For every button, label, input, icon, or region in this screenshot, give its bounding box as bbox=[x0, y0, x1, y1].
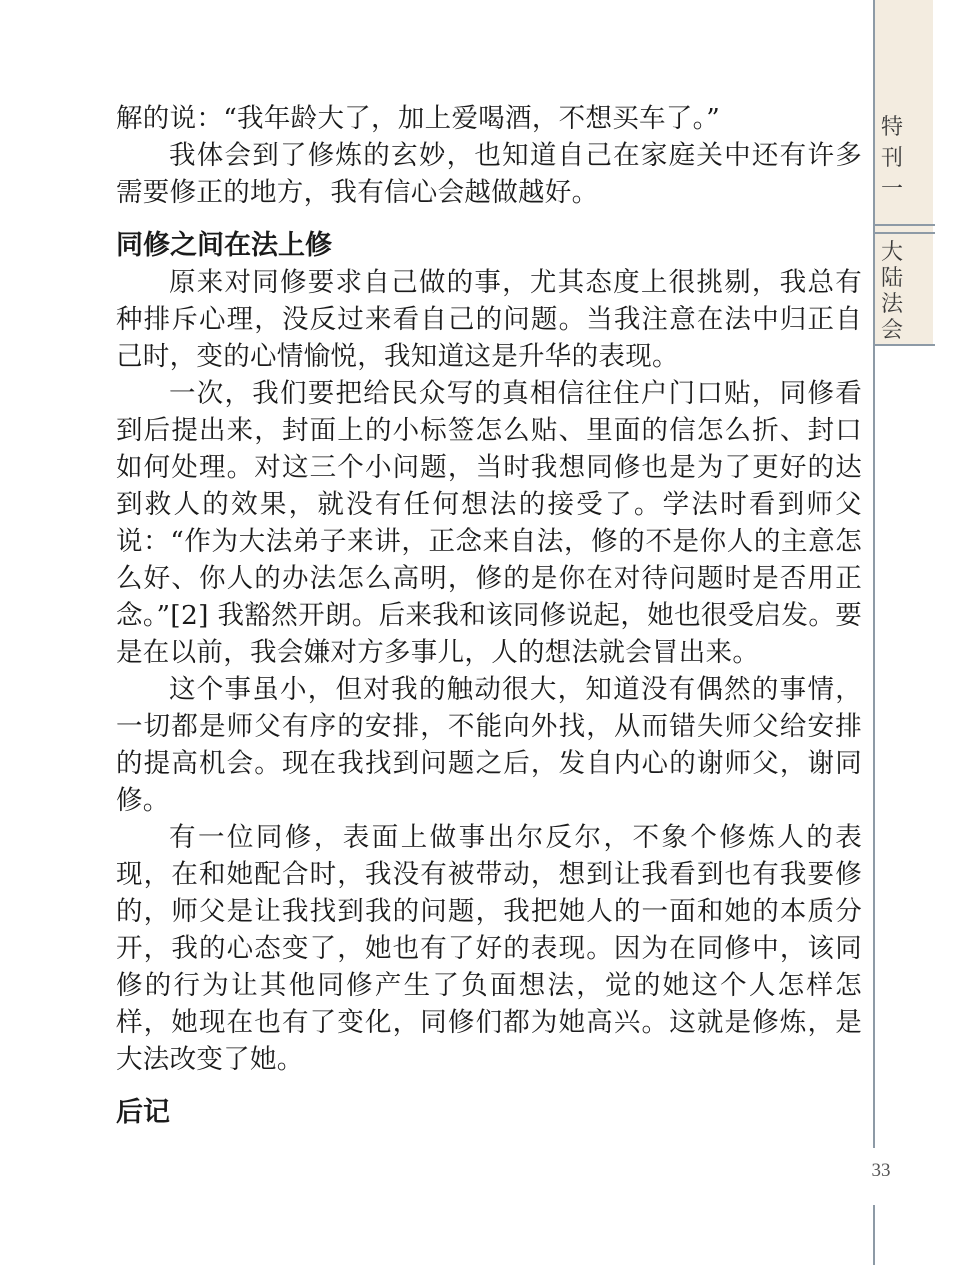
paragraph: 这个事虽小，但对我的触动很大，知道没有偶然的事情，一切都是师父有序的安排，不能向外找，从而错失师父给安排的提高机会。现在我找到问题之后，发自内心的谢师父，谢同修。 bbox=[116, 674, 862, 816]
tab-char: 一 bbox=[880, 177, 903, 202]
tab-divider bbox=[875, 344, 935, 346]
tab-char: 特 bbox=[880, 115, 903, 140]
tab-char: 刊 bbox=[880, 146, 903, 171]
article-body bbox=[116, 100, 862, 1131]
paragraph: 原来对同修要求自己做的事，尤其态度上很挑剔，我总有种排斥心理，没反过来看自己的问题。当我注意在法中归正自己时，变的心情愉悦，我知道这是升华的表现。 bbox=[116, 267, 862, 372]
tab-divider bbox=[875, 224, 935, 226]
paragraph: 一次，我们要把给民众写的真相信往住户门口贴，同修看到后提出来，封面上的小标签怎么贴、里面的信怎么折、封口如何处理。对这三个小问题，当时我想同修也是为了更好的达到救人的效果，就没有任何想法的接受了。学法时看到师父说：“作为大法弟子来讲，正念来自法，修的不是你人的主意怎么好、你人的办法怎么高明，修的是你在对待问题时是否用正念。”[2] 我豁然开朗。后来我和该同修说起，她也很受启发。要是在以前，我会嫌对方多事儿，人的想法就会冒出来。 bbox=[116, 378, 862, 668]
tab-divider bbox=[875, 232, 935, 234]
paragraph: 我体会到了修炼的玄妙，也知道自己在家庭关中还有许多需要修正的地方，我有信心会越做越好。 bbox=[116, 140, 862, 208]
section-heading: 同修之间在法上修 bbox=[116, 230, 332, 261]
tab-char: 大 bbox=[880, 240, 903, 265]
section-tab-lower bbox=[875, 240, 909, 344]
margin-rule-bottom bbox=[873, 1205, 875, 1265]
paragraph: 有一位同修，表面上做事出尔反尔，不象个修炼人的表现，在和她配合时，我没有被带动，想到让我看到也有我要修的，师父是让我找到我的问题，我把她人的一面和她的本质分开，我的心态变了，她也有了好的表现。因为在同修中，该同修的行为让其他同修产生了负面想法，觉的她这个人怎样怎样，她现在也有了变化，同修们都为她高兴。这就是修炼，是大法改变了她。 bbox=[116, 822, 862, 1075]
paragraph: 解的说：“我年龄大了，加上爱喝酒，不想买车了。” bbox=[116, 103, 721, 134]
page-number: 33 bbox=[871, 1160, 891, 1181]
tab-char: 法 bbox=[880, 292, 903, 317]
section-heading: 后记 bbox=[116, 1097, 170, 1128]
section-tab-upper bbox=[875, 112, 909, 205]
tab-char: 陆 bbox=[880, 266, 903, 291]
tab-char: 会 bbox=[880, 318, 903, 343]
